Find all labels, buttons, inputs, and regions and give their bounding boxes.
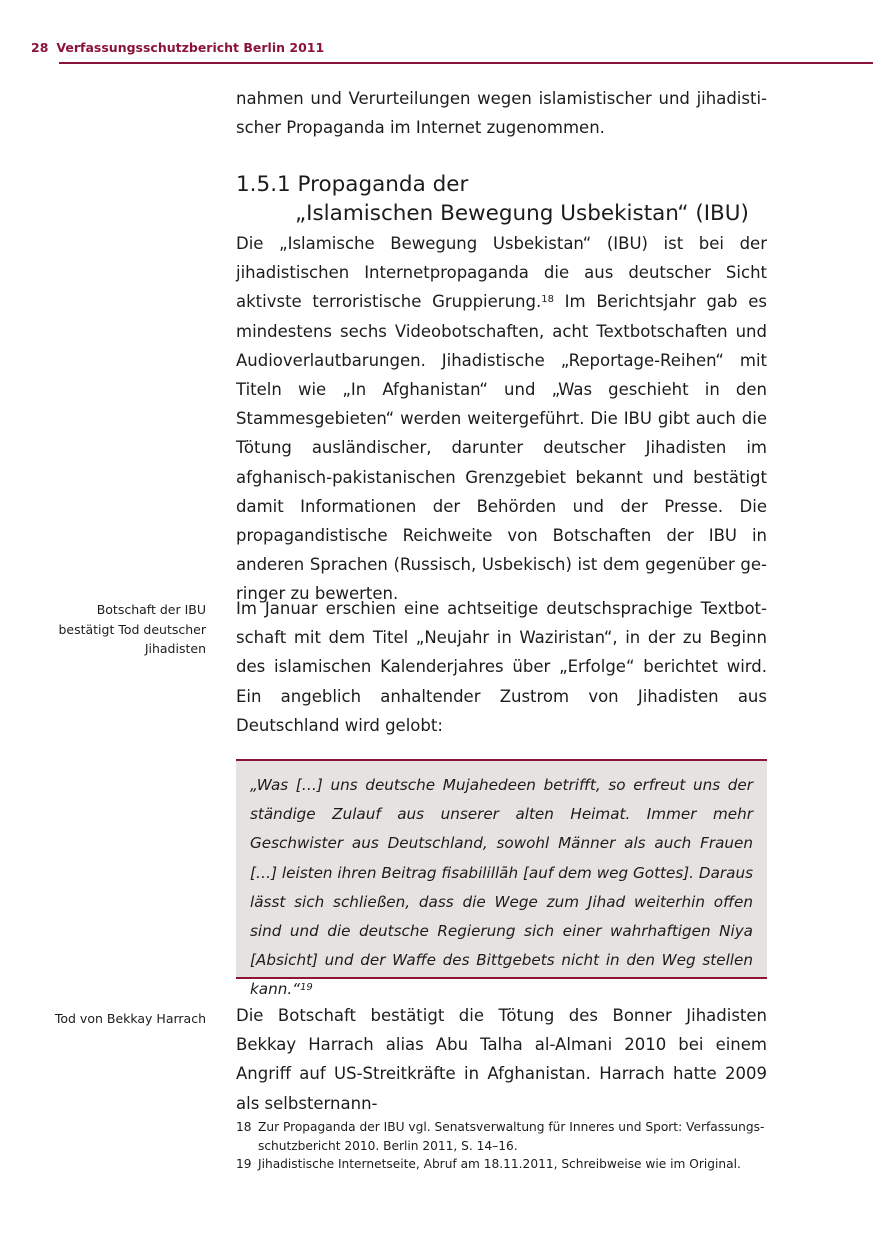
margin-note-line: Jihadisten	[144, 641, 206, 656]
margin-note-harrach: Tod von Bekkay Harrach	[54, 1011, 206, 1026]
margin-note-line: bestätigt Tod deutscher	[58, 621, 206, 637]
quote-box	[236, 759, 767, 999]
footnote-18	[236, 1118, 776, 1155]
body-paragraph-1: nahmen und Verurteilungen wegen islamistischer und jihadistischer Propaganda im Internet zugenommen.	[236, 89, 767, 138]
footnote-number: 19	[236, 1157, 252, 1171]
quote-body: „Was […] uns deutsche Mujahedeen betrifft, so erfreut uns der ständige Zulauf aus unserer alten Heimat. Immer mehr Geschwister aus Deutschland, sowohl Männer als auch Frauen […] leisten ihren Beitrag fisabilillāh [auf dem weg Gottes]. Daraus lässt sich schließen, dass die Wege zum Jihad weiterhin offen sind und die deutsche Regierung sich einer wahrhaftigen Niya [Absicht] und der Waffe des Bittgebets nicht in den Weg stellen kann.“	[250, 776, 753, 999]
footnote-text: Jihadistische Internetseite, Abruf am 18.11.2011, Schreibweise wie im Original.	[258, 1157, 741, 1171]
section-heading	[236, 170, 767, 228]
footnote-19	[236, 1155, 776, 1174]
margin-note-ibu	[30, 600, 206, 659]
running-header	[31, 40, 324, 55]
quote-text	[250, 771, 753, 1005]
paragraph-2-text-a: Die „Islamische Bewegung Usbekistan“ (IBU) ist bei der jihadistischen Internetpropaganda die aus deutscher Sicht aktivste terroristische Gruppierung.	[236, 234, 767, 312]
footnote-text: Zur Propaganda der IBU vgl. Senatsverwaltung für Inneres und Sport: Verfassungsschutzbericht 2010. Berlin 2011, S. 14–16.	[258, 1120, 765, 1153]
footnote-number: 18	[236, 1120, 252, 1134]
running-header-title: Verfassungsschutzbericht Berlin 2011	[56, 40, 325, 55]
footnotes	[236, 1118, 776, 1174]
section-heading-line-2: „Islamischen Bewegung Usbekistan“ (IBU)	[295, 201, 749, 226]
margin-note-line: Botschaft der IBU	[96, 602, 206, 617]
footnote-ref-18: 18	[541, 294, 554, 306]
header-rule	[59, 62, 873, 64]
paragraph-2-text-b: Im Berichtsjahr gab es mindestens sechs Videobotschaften, acht Textbotschaften und Audioverlautbarungen. Jihadistische „Reportage-Reihen“ mit Titeln wie „In Afghanistan“ und „Was geschieht in den Stammesgebieten“ werden weitergeführt. Die IBU gibt auch die Tötung ausländischer, darunter deutscher Jihadisten im afghanisch-pakistanischen Grenzgebiet bekannt und bestätigt damit Informationen der Behörden und der Presse. Die propagandistische Reichweite von Botschaften der IBU in anderen Sprachen (Russisch, Usbekisch) ist dem gegenüber geringer zu bewerten.	[236, 292, 767, 604]
page-number: 28	[31, 40, 49, 55]
footnote-ref-19: 19	[300, 982, 313, 994]
section-heading-line-1: 1.5.1 Propaganda der	[236, 172, 469, 197]
body-paragraph-2	[236, 229, 767, 609]
body-paragraph-4: Die Botschaft bestätigt die Tötung des Bonner Jihadisten Bekkay Harrach alias Abu Talha al-Almani 2010 bei einem Angriff auf US-Streitkräfte in Afghanistan. Harrach hatte 2009 als selbsternann-	[236, 1006, 767, 1113]
body-paragraph-3: Im Januar erschien eine achtseitige deutschsprachige Textbotschaft mit dem Titel „Neujahr in Waziristan“, in der zu Beginn des islamischen Kalenderjahres über „Erfolge“ berichtet wird. Ein angeblich anhaltender Zustrom von Jihadisten aus Deutschland wird gelobt:	[236, 599, 767, 735]
